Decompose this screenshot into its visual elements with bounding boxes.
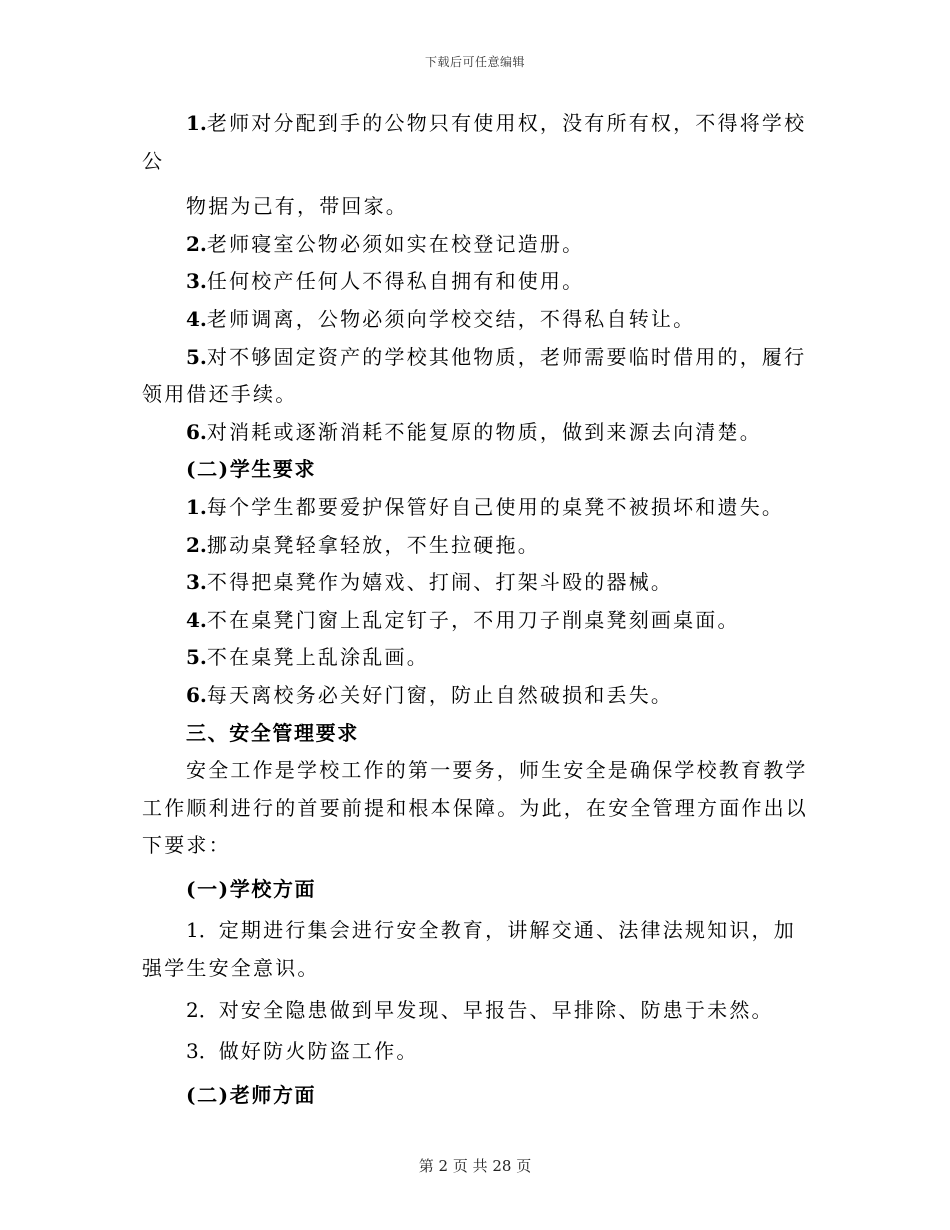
paragraph-text: 老师对分配到手的公物只有使用权，没有所有权，不得将学校公 [142, 111, 807, 173]
paragraph-text: 每个学生都要爱护保管好自己使用的桌凳不被损坏和遗失。 [206, 494, 785, 519]
item-number: 4. [186, 306, 207, 331]
paragraph-12 [142, 602, 812, 640]
item-number: 1. [186, 111, 207, 135]
paragraph-10 [142, 527, 812, 565]
item-number: 1． [186, 918, 219, 943]
paragraph-20 [142, 1033, 812, 1071]
section-heading-students: (二)学生要求 [186, 457, 317, 482]
paragraph-3 [142, 226, 812, 264]
item-number: 1. [186, 494, 207, 519]
item-number: 2. [186, 532, 207, 557]
page-footer: 第 2 页 共 28 页 [418, 1157, 532, 1175]
paragraph-text: 挪动桌凳轻拿轻放，不生拉硬拖。 [206, 532, 540, 557]
paragraph-text: 对不够固定资产的学校其他物质，老师需要临时借用的，履行领用借还手续。 [142, 344, 807, 407]
paragraph-18 [142, 912, 812, 987]
paragraph-13 [142, 639, 812, 677]
paragraph-text: 对安全隐患做到早发现、早报告、早排除、防患于未然。 [218, 997, 774, 1022]
paragraph-text: 定期进行集会进行安全教育，讲解交通、法律法规知识，加强学生安全意识。 [142, 918, 796, 981]
paragraph-9 [142, 489, 812, 527]
document-body [142, 105, 812, 1114]
paragraph-1 [142, 105, 812, 180]
paragraph-19 [142, 992, 812, 1030]
paragraph-6 [142, 339, 812, 414]
paragraph-4 [142, 263, 812, 301]
paragraph-2 [142, 188, 812, 226]
item-number: 3. [186, 570, 207, 595]
item-number: 4. [186, 607, 207, 632]
paragraph-text: 每天离校务必关好门窗，防止自然破损和丢失。 [206, 682, 674, 707]
paragraph-text: 老师调离，公物必须向学校交结，不得私自转让。 [206, 306, 696, 331]
page-header: 下载后可任意编辑 [424, 55, 525, 69]
paragraph-text: 做好防火防盗工作。 [218, 1039, 419, 1064]
paragraph-14 [142, 677, 812, 715]
item-number: 5. [186, 344, 207, 369]
section-heading-safety: 三、安全管理要求 [186, 720, 359, 745]
section-heading-school: (一)学校方面 [186, 876, 317, 901]
section-heading-teachers: (二)老师方面 [186, 1082, 317, 1107]
paragraph-safety-intro: 安全工作是学校工作的第一要务，师生安全是确保学校教育教学工作顺利进行的首要前提和根本保障。为此，在安全管理方面作出以下要求： [142, 758, 808, 858]
paragraph-text: 对消耗或逐渐消耗不能复原的物质，做到来源去向清楚。 [206, 419, 762, 444]
paragraph-7 [142, 414, 812, 452]
item-number: 3． [186, 1039, 219, 1064]
paragraph-text: 不在桌凳上乱涂乱画。 [206, 645, 429, 670]
paragraph-text: 老师寝室公物必须如实在校登记造册。 [206, 231, 585, 256]
paragraph-11 [142, 564, 812, 602]
paragraph-text: 不得把桌凳作为嬉戏、打闹、打架斗殴的器械。 [206, 570, 674, 595]
item-number: 5. [186, 645, 207, 670]
item-number: 6. [186, 682, 207, 707]
item-number: 2． [186, 997, 219, 1022]
paragraph-text: 任何校产任何人不得私自拥有和使用。 [206, 269, 585, 294]
paragraph-5 [142, 301, 812, 339]
item-number: 3. [186, 269, 207, 294]
item-number: 2. [186, 231, 207, 256]
paragraph-text: 不在桌凳门窗上乱定钉子，不用刀子削桌凳刻画桌面。 [206, 607, 740, 632]
item-number: 6. [186, 419, 207, 444]
paragraph-text: 物据为己有，带回家。 [186, 194, 408, 219]
